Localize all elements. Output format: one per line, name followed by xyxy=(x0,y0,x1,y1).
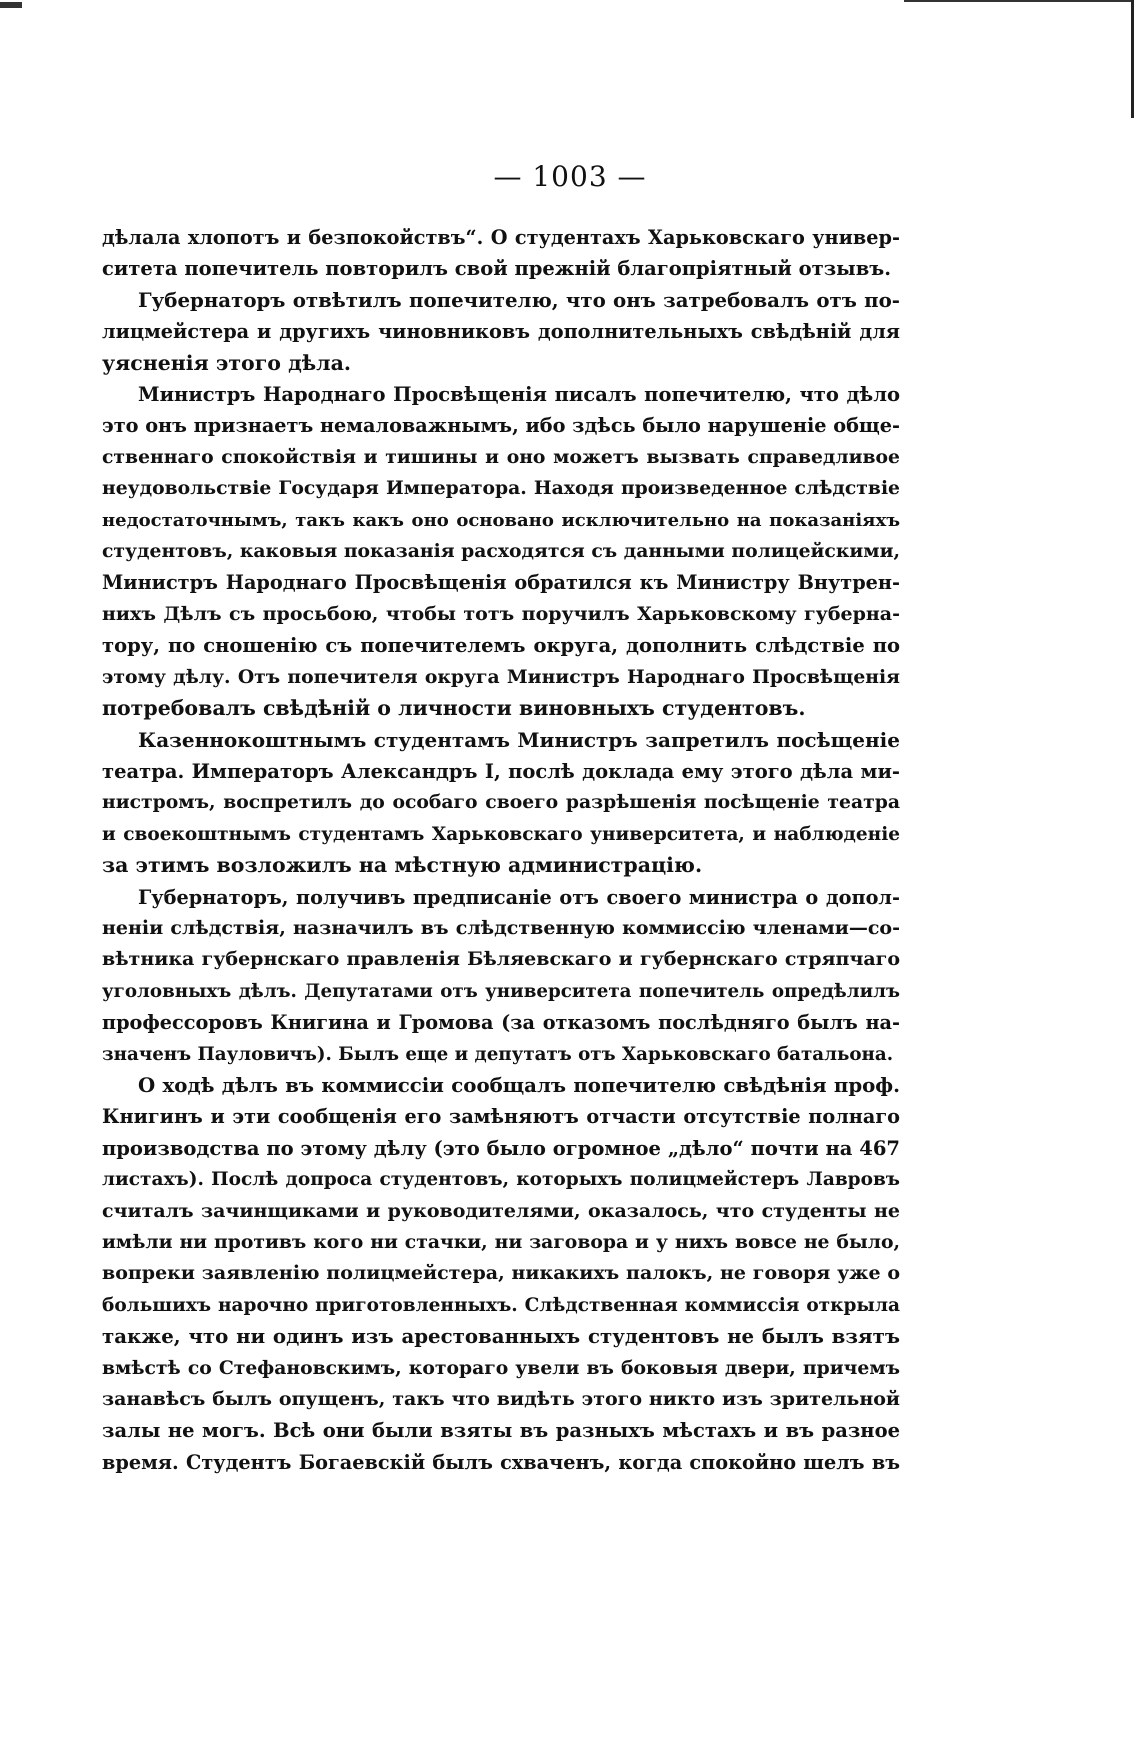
text-line: считалъ зачинщиками и руководителями, оказалось, что студенты не xyxy=(102,1199,900,1222)
text-line: тору, по сношенію съ попечителемъ округа, дополнить слѣдствіе по xyxy=(102,634,900,658)
text-line: студентовъ, каковыя показанія расходятся съ данными полицейскими, xyxy=(102,540,900,563)
text-line: имѣли ни противъ кого ни стачки, ни заговора и у нихъ вовсе не было, xyxy=(102,1231,900,1253)
text-line: Министръ Народнаго Просвѣщенія обратился къ Министру Внутрен- xyxy=(102,571,900,595)
text-line: лицмейстера и другихъ чиновниковъ дополнительныхъ свѣдѣній для xyxy=(102,320,900,344)
text-line: это онъ признаетъ немаловажнымъ, ибо здѣсь было нарушеніе обще- xyxy=(102,414,900,438)
paragraph xyxy=(102,379,900,724)
text-line: театра. Императоръ Александръ I, послѣ доклада ему этого дѣла ми- xyxy=(102,759,900,783)
text-line: Губернаторъ, получивъ предписаніе отъ своего министра о допол- xyxy=(138,885,900,909)
text-line: вмѣстѣ со Стефановскимъ, котораго увели въ боковыя двери, причемъ xyxy=(102,1356,900,1379)
paragraph xyxy=(102,285,900,379)
text-line: значенъ Пауловичъ). Былъ еще и депутатъ отъ Харьковскаго батальона. xyxy=(102,1043,894,1065)
text-line: залы не могъ. Всѣ они были взяты въ разныхъ мѣстахъ и въ разное xyxy=(102,1419,900,1443)
text-line: Книгинъ и эти сообщенія его замѣняютъ отчасти отсутствіе полнаго xyxy=(102,1105,900,1129)
text-line: производства по этому дѣлу (это было огромное „дѣло“ почти на 467 xyxy=(102,1136,900,1160)
paragraph xyxy=(102,725,900,882)
text-line: Казеннокоштнымъ студентамъ Министръ запретилъ посѣщеніе xyxy=(138,727,900,752)
text-line: Губернаторъ отвѣтилъ попечителю, что онъ затребовалъ отъ по- xyxy=(138,287,900,312)
body-text xyxy=(102,222,900,1478)
text-line: нихъ Дѣлъ съ просьбою, чтобы тотъ поручилъ Харьковскому губерна- xyxy=(102,602,900,625)
text-line: профессоровъ Книгина и Громова (за отказомъ послѣдняго былъ на- xyxy=(102,1011,900,1035)
text-line: за этимъ возложилъ на мѣстную администрацію. xyxy=(102,853,703,878)
paragraph xyxy=(102,1070,900,1478)
scan-border-top xyxy=(904,0,1134,2)
text-line: большихъ нарочно приготовленныхъ. Слѣдственная коммиссія открыла xyxy=(102,1294,900,1316)
text-line: вѣтника губернскаго правленія Бѣляевскаго и губернскаго стряпчаго xyxy=(102,948,900,971)
text-line: занавѣсъ былъ опущенъ, такъ что видѣть этого никто изъ зрительной xyxy=(102,1388,900,1411)
page-number: — 1003 — xyxy=(493,160,647,193)
text-line: уясненія этого дѣла. xyxy=(102,350,352,375)
text-line: и своекоштнымъ студентамъ Харьковскаго университета, и наблюденіе xyxy=(102,823,900,845)
text-line: О ходѣ дѣлъ въ коммиссіи сообщалъ попечителю свѣдѣнія проф. xyxy=(138,1072,900,1097)
scan-border-right xyxy=(1131,0,1134,118)
text-line: нистромъ, воспретилъ до особаго своего разрѣшенія посѣщеніе театра xyxy=(102,791,900,814)
text-line: этому дѣлу. Отъ попечителя округа Министръ Народнаго Просвѣщенія xyxy=(102,665,900,688)
text-line: ственнаго спокойствія и тишины и оно можетъ вызвать справедливое xyxy=(102,445,900,468)
text-line: недостаточнымъ, такъ какъ оно основано исключительно на показаніяхъ xyxy=(102,509,900,531)
text-line: потребовалъ свѣдѣній о личности виновныхъ студентовъ. xyxy=(102,696,806,721)
paragraph xyxy=(102,222,900,285)
text-line: дѣлала хлопотъ и безпокойствъ“. О студентахъ Харьковскаго универ- xyxy=(102,226,900,249)
text-line: ситета попечитель повторилъ свой прежній благопріятный отзывъ. xyxy=(102,257,892,281)
text-line: неудовольствіе Государя Императора. Находя произведенное слѣдствіе xyxy=(102,477,900,500)
paragraph xyxy=(102,882,900,1070)
text-line: уголовныхъ дѣлъ. Депутатами отъ университета попечитель опредѣлилъ xyxy=(102,980,900,1002)
text-line: вопреки заявленію полицмейстера, никакихъ палокъ, не говоря уже о xyxy=(102,1262,900,1285)
text-line: время. Студентъ Богаевскій былъ схваченъ, когда спокойно шелъ въ xyxy=(102,1450,900,1474)
text-line: листахъ). Послѣ допроса студентовъ, которыхъ полицмейстеръ Лавровъ xyxy=(102,1169,900,1191)
scan-artifact xyxy=(0,2,22,8)
text-line: также, что ни одинъ изъ арестованныхъ студентовъ не былъ взятъ xyxy=(102,1324,900,1349)
text-line: Министръ Народнаго Просвѣщенія писалъ попечителю, что дѣло xyxy=(138,383,900,407)
text-line: неніи слѣдствія, назначилъ въ слѣдственную коммиссію членами—со- xyxy=(102,916,900,939)
